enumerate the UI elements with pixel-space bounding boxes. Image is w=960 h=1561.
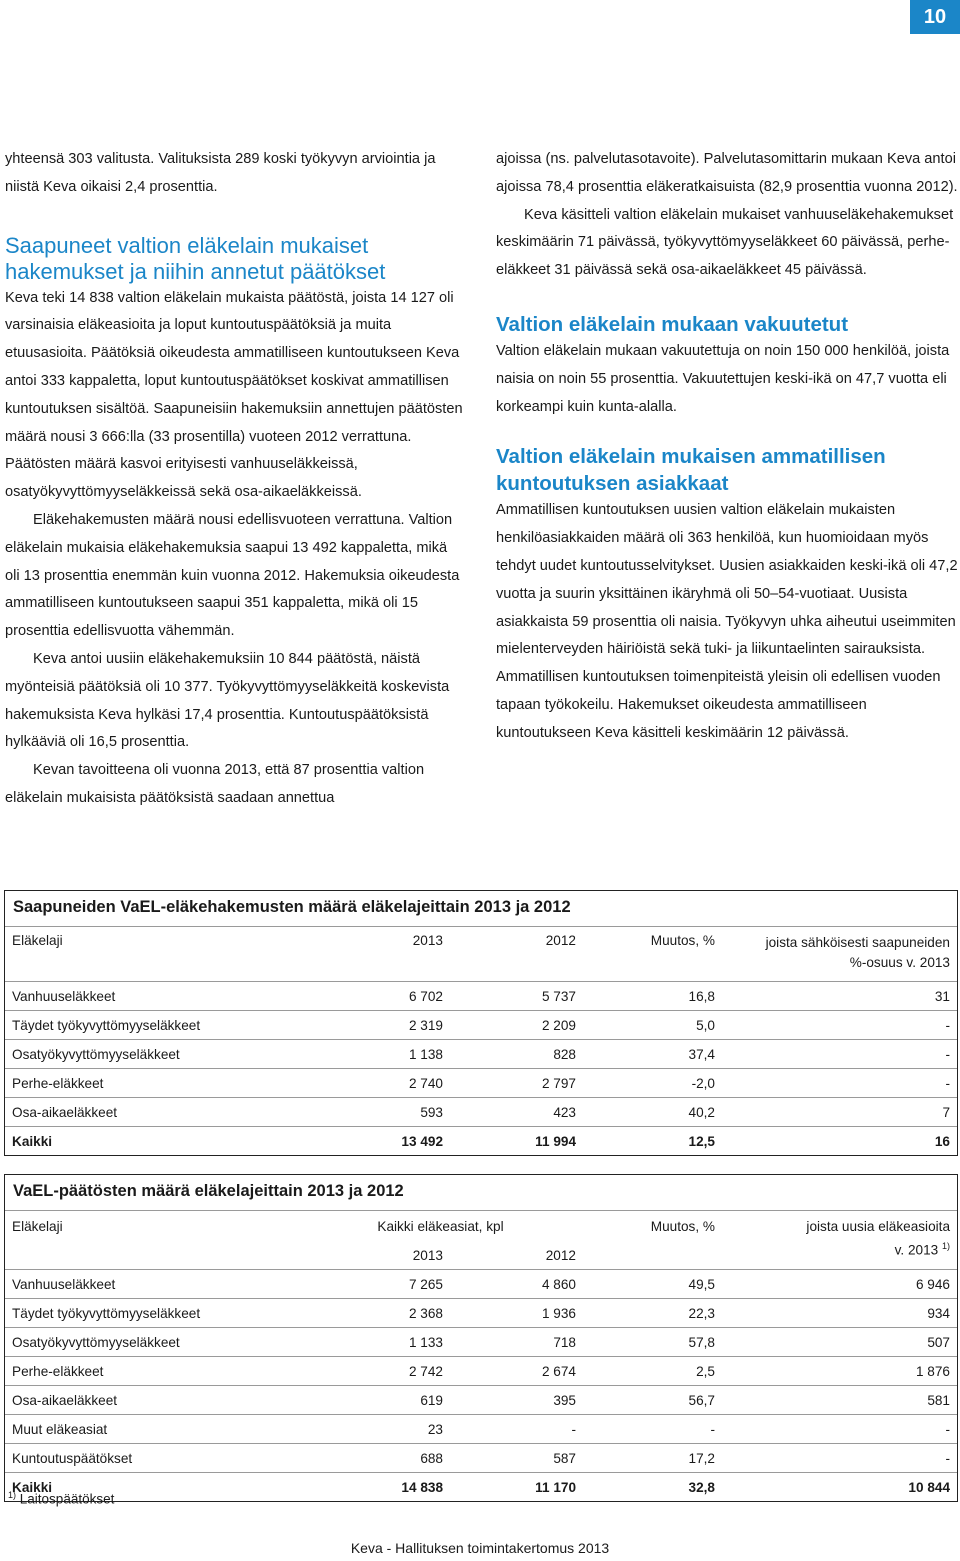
header-line: joista sähköisesti saapuneiden: [765, 935, 950, 950]
row-label-cell: Täydet työkyvyttömyyseläkkeet: [5, 1299, 275, 1328]
value-cell: 57,8: [583, 1328, 722, 1357]
value-cell: 32,8: [583, 1473, 722, 1502]
table-row: [5, 1098, 957, 1127]
value-cell: 22,3: [583, 1299, 722, 1328]
paragraph: yhteensä 303 valitusta. Valituksista 289 koski työkyvyn arviointia ja niistä Keva oikaisi 2,4 prosenttia.: [5, 151, 436, 195]
right-column: [496, 146, 958, 748]
value-cell: -2,0: [583, 1069, 722, 1098]
row-label-cell: Täydet työkyvyttömyyseläkkeet: [5, 1011, 275, 1040]
row-label-cell: Perhe-eläkkeet: [5, 1069, 275, 1098]
row-label-cell: Kaikki: [5, 1127, 275, 1156]
table-row: [5, 982, 957, 1011]
value-cell: 14 838: [275, 1473, 450, 1502]
value-cell: 6 702: [275, 982, 450, 1011]
decisions-data-table: [5, 1210, 957, 1501]
header-cell: Kaikki eläkeasiat, kpl: [275, 1211, 583, 1242]
paragraph: Keva antoi uusiin eläkehakemuksiin 10 844 päätöstä, näistä myönteisiä päätöksiä oli 10 377. Työkyvyttömyyseläkkeitä koskevista hakemuksista Keva hylkäsi 17,4 prosenttia. Kuntoutuspäätöksistä hylkääviä oli 16,5 prosenttia.: [5, 650, 450, 751]
applications-data-table: [5, 926, 957, 1155]
table-header-row: [5, 927, 957, 982]
value-cell: 6 946: [722, 1270, 957, 1299]
footnote-mark: 1): [8, 1490, 17, 1500]
value-cell: 2 742: [275, 1357, 450, 1386]
header-cell: [722, 1241, 957, 1270]
value-cell: 423: [450, 1098, 583, 1127]
value-cell: 17,2: [583, 1444, 722, 1473]
value-cell: 395: [450, 1386, 583, 1415]
header-cell: 2012: [450, 927, 583, 982]
value-cell: 581: [722, 1386, 957, 1415]
table-row: [5, 1473, 957, 1502]
footnote: [8, 1490, 114, 1507]
value-cell: -: [450, 1415, 583, 1444]
value-cell: 40,2: [583, 1098, 722, 1127]
table-row: [5, 1444, 957, 1473]
value-cell: 2,5: [583, 1357, 722, 1386]
value-cell: -: [722, 1040, 957, 1069]
row-label-cell: Muut eläkeasiat: [5, 1415, 275, 1444]
header-cell: 2013: [275, 927, 450, 982]
value-cell: 828: [450, 1040, 583, 1069]
paragraph: Ammatillisen kuntoutuksen uusien valtion eläkelain mukaisten henkilöasiakkaiden määrä oli 363 henkilöä, kun huomioidaan myös tehdyt uudet kuntoutusselvitykset. Uusien asiakkaiden keski-ikä oli 47,2 vuotta ja suurin yksittäinen ikäryhmä oli 50–54-vuotiaat. Uusista asiakkaista 59 prosenttia oli naisia. Työkyvyn uhka aiheutui useimmiten mielenterveyden häiriöistä sekä tuki- ja liikuntaelinten sairauksista. Ammatillisen kuntoutuksen toimenpiteistä yleisin oli edellisen vuoden tapaan työkokeilu. Hakemukset oikeudesta ammatilliseen kuntoutukseen Keva käsitteli keskimäärin 12 päivässä.: [496, 502, 958, 741]
table-subheader-row: [5, 1241, 957, 1270]
value-cell: 619: [275, 1386, 450, 1415]
value-cell: 1 936: [450, 1299, 583, 1328]
table-row: [5, 1415, 957, 1444]
value-cell: 1 138: [275, 1040, 450, 1069]
value-cell: 31: [722, 982, 957, 1011]
section-heading: Saapuneet valtion eläkelain mukaiset hakemukset ja niihin annetut päätökset: [5, 232, 386, 284]
value-cell: -: [722, 1011, 957, 1040]
value-cell: 4 860: [450, 1270, 583, 1299]
table-row: [5, 1011, 957, 1040]
table-row: [5, 1386, 957, 1415]
page-number: 10: [910, 0, 960, 34]
table-row: [5, 1270, 957, 1299]
value-cell: 7 265: [275, 1270, 450, 1299]
header-cell: [722, 927, 957, 982]
section-heading: Valtion eläkelain mukaisen ammatillisen kuntoutuksen asiakkaat: [496, 445, 886, 496]
row-label-cell: Vanhuuseläkkeet: [5, 982, 275, 1011]
value-cell: -: [583, 1415, 722, 1444]
value-cell: 2 319: [275, 1011, 450, 1040]
header-cell: Muutos, %: [583, 927, 722, 982]
footnote-mark: 1): [941, 1241, 950, 1251]
paragraph: Keva teki 14 838 valtion eläkelain mukaista päätöstä, joista 14 127 oli varsinaisia eläkeasioita ja loput kuntoutuspäätöksiä ja muita etuusasioita. Päätöksiä oikeudesta ammatilliseen kuntoutukseen Keva antoi 333 kappaletta, loput kuntoutuspäätökset koskivat ammatillisen kuntoutuksen sisältöä. Saapuneisiin hakemuksiin annettujen päätösten määrä nousi 3 666:lla (33 prosentilla) vuoteen 2012 verrattuna. Päätösten määrä kasvoi erityisesti vanhuuseläkkeissä, osatyökyvyttömyyseläkkeissä sekä osa-aikaeläkkeissä.: [5, 289, 463, 501]
footnote-text: Laitospäätökset: [19, 1491, 115, 1507]
paragraph: Valtion eläkelain mukaan vakuutettuja on noin 150 000 henkilöä, joista naisia on noin 55 prosenttia. Vakuutettujen keski-ikä on 47,7 vuotta eli korkeampi kuin kunta-alalla.: [496, 342, 950, 415]
value-cell: 23: [275, 1415, 450, 1444]
value-cell: 11 170: [450, 1473, 583, 1502]
header-cell: joista uusia eläkeasioita: [722, 1211, 957, 1242]
table-row: [5, 1357, 957, 1386]
paragraph: Keva käsitteli valtion eläkelain mukaiset vanhuuseläkehakemukset keskimäärin 71 päivässä, työkyvyttömyyseläkkeet 60 päivässä, perhe-eläkkeet 31 päivässä sekä osa-aikaeläkkeet 45 päivässä.: [496, 206, 954, 279]
value-cell: 718: [450, 1328, 583, 1357]
header-cell: Eläkelaji: [5, 1211, 275, 1242]
value-cell: 587: [450, 1444, 583, 1473]
value-cell: 13 492: [275, 1127, 450, 1156]
table-row: [5, 1040, 957, 1069]
section-heading: Valtion eläkelain mukaan vakuutetut: [496, 312, 849, 336]
value-cell: 56,7: [583, 1386, 722, 1415]
row-label-cell: Vanhuuseläkkeet: [5, 1270, 275, 1299]
value-cell: 2 368: [275, 1299, 450, 1328]
value-cell: 16: [722, 1127, 957, 1156]
value-cell: 507: [722, 1328, 957, 1357]
header-line: v. 2013: [894, 1242, 939, 1258]
row-label-cell: Osa-aikaeläkkeet: [5, 1386, 275, 1415]
value-cell: 10 844: [722, 1473, 957, 1502]
value-cell: 37,4: [583, 1040, 722, 1069]
header-cell: Eläkelaji: [5, 927, 275, 982]
table-row: [5, 1328, 957, 1357]
applications-table: [4, 890, 958, 1156]
value-cell: -: [722, 1069, 957, 1098]
table-row: [5, 1069, 957, 1098]
value-cell: 12,5: [583, 1127, 722, 1156]
value-cell: 934: [722, 1299, 957, 1328]
value-cell: 16,8: [583, 982, 722, 1011]
value-cell: 593: [275, 1098, 450, 1127]
page-footer: Keva - Hallituksen toimintakertomus 2013: [350, 1540, 610, 1556]
left-column: [5, 146, 465, 813]
value-cell: -: [722, 1415, 957, 1444]
table-title: VaEL-päätösten määrä eläkelajeittain 2013 ja 2012: [13, 1182, 404, 1200]
value-cell: 5,0: [583, 1011, 722, 1040]
value-cell: 2 209: [450, 1011, 583, 1040]
row-label-cell: Osatyökyvyttömyyseläkkeet: [5, 1040, 275, 1069]
decisions-table: [4, 1174, 958, 1502]
value-cell: 688: [275, 1444, 450, 1473]
value-cell: 1 133: [275, 1328, 450, 1357]
value-cell: 1 876: [722, 1357, 957, 1386]
table-row: [5, 1127, 957, 1156]
row-label-cell: Osatyökyvyttömyyseläkkeet: [5, 1328, 275, 1357]
value-cell: -: [722, 1444, 957, 1473]
header-cell: 2013: [412, 1247, 443, 1263]
header-line: %-osuus v. 2013: [849, 955, 950, 970]
value-cell: 11 994: [450, 1127, 583, 1156]
value-cell: 5 737: [450, 982, 583, 1011]
row-label-cell: Perhe-eläkkeet: [5, 1357, 275, 1386]
value-cell: 2 740: [275, 1069, 450, 1098]
header-cell: 2012: [545, 1247, 576, 1263]
table-title: Saapuneiden VaEL-eläkehakemusten määrä eläkelajeittain 2013 ja 2012: [13, 898, 571, 916]
row-label-cell: Kaikki: [5, 1473, 275, 1502]
value-cell: 2 797: [450, 1069, 583, 1098]
row-label-cell: Kuntoutuspäätökset: [5, 1444, 275, 1473]
row-label-cell: Osa-aikaeläkkeet: [5, 1098, 275, 1127]
paragraph: Kevan tavoitteena oli vuonna 2013, että 87 prosenttia valtion eläkelain mukaisista päätöksistä saadaan annettua: [5, 762, 425, 806]
paragraph: Eläkehakemusten määrä nousi edellisvuoteen verrattuna. Valtion eläkelain mukaisia eläkehakemuksia saapui 13 492 kappaletta, mikä oli 13 prosenttia enemmän kuin vuonna 2012. Hakemuksia oikeudesta ammatilliseen kuntoutukseen saapui 351 kappaletta, mikä oli 15 prosenttia edellisvuotta vähemmän.: [5, 511, 460, 640]
value-cell: 7: [722, 1098, 957, 1127]
paragraph: ajoissa (ns. palvelutasotavoite). Palvelutasomittarin mukaan Keva antoi ajoissa 78,4 prosenttia eläkeratkaisuista (82,9 prosenttia vuonna 2012).: [496, 151, 958, 195]
header-cell: Muutos, %: [583, 1211, 722, 1242]
value-cell: 49,5: [583, 1270, 722, 1299]
value-cell: 2 674: [450, 1357, 583, 1386]
table-header-row: [5, 1211, 957, 1242]
table-row: [5, 1299, 957, 1328]
